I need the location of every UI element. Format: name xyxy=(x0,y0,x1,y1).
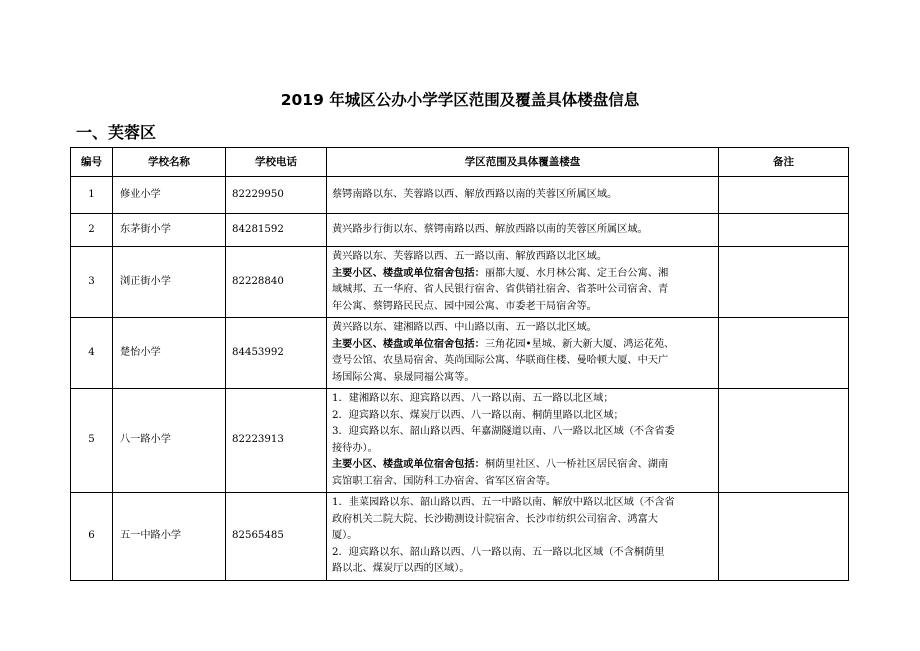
table-row xyxy=(71,493,849,581)
area-line: 2．迎宾路以东、韶山路以西、八一路以南、五一路以北区域（不含桐荫里 xyxy=(332,546,665,558)
row-num: 5 xyxy=(71,389,113,493)
document-title: 2019 年城区公办小学学区范围及覆盖具体楼盘信息 xyxy=(280,91,640,109)
area-line: 主要小区、楼盘或单位宿舍包括：桐荫里社区、八一桥社区居民宿舍、湖南 xyxy=(332,459,669,470)
table-header-row xyxy=(71,148,849,177)
district-area xyxy=(327,493,719,581)
area-line: 主要小区、楼盘或单位宿舍包括：丽都大厦、水月林公寓、定王台公寓、湘 xyxy=(332,267,669,279)
area-line: 2．迎宾路以东、煤炭厅以西、八一路以南、桐荫里路以北区域； xyxy=(332,409,624,421)
row-num: 2 xyxy=(71,214,113,247)
bold-label: 主要小区、楼盘或单位宿舍包括： xyxy=(332,338,485,350)
row-num: 1 xyxy=(71,177,113,214)
row-num: 6 xyxy=(71,493,113,581)
bold-label: 主要小区、楼盘或单位宿舍包括： xyxy=(332,267,485,279)
school-phone: 82565485 xyxy=(226,493,327,581)
school-phone: 82228840 xyxy=(226,247,327,318)
area-line: 黄兴路以东、芙蓉路以西、五一路以南、解放西路以北区域。 xyxy=(332,251,608,262)
header-phone: 学校电话 xyxy=(226,148,327,177)
district-area xyxy=(327,247,719,318)
table-row xyxy=(71,389,849,493)
area-line: 场国际公寓、泉晟同福公寓等。 xyxy=(332,371,475,383)
row-num: 4 xyxy=(71,318,113,389)
row-note xyxy=(719,318,849,389)
school-name: 楚怡小学 xyxy=(113,318,226,389)
bold-label: 主要小区、楼盘或单位宿舍包括： xyxy=(332,459,485,470)
header-note: 备注 xyxy=(719,148,849,177)
school-name: 修业小学 xyxy=(113,177,226,214)
area-line: 路以北、煤炭厅以西的区域）。 xyxy=(332,563,470,574)
table-row xyxy=(71,318,849,389)
area-line: 宾馆职工宿舍、国防科工办宿舍、省军区宿舍等。 xyxy=(332,475,557,487)
school-phone: 84453992 xyxy=(226,318,327,389)
area-line: 黄兴路以东、建湘路以西、中山路以南、五一路以北区域。 xyxy=(332,322,597,333)
row-note xyxy=(719,389,849,493)
school-name: 东茅街小学 xyxy=(113,214,226,247)
row-num: 3 xyxy=(71,247,113,318)
section-heading: 一、芙蓉区 xyxy=(76,123,157,142)
area-line: 年公寓、蔡锷路民民点、园中园公寓、市委老干局宿舍等。 xyxy=(332,300,597,312)
district-area xyxy=(327,318,719,389)
header-area: 学区范围及具体覆盖楼盘 xyxy=(327,148,719,177)
school-phone: 82229950 xyxy=(226,177,327,214)
school-phone: 82223913 xyxy=(226,389,327,493)
school-name: 浏正街小学 xyxy=(113,247,226,318)
area-line: 域城邦、五一华府、省人民银行宿舍、省供销社宿舍、省茶叶公司宿舍、青 xyxy=(332,284,669,295)
header-school-name: 学校名称 xyxy=(113,148,226,177)
area-line: 1．韭菜园路以东、韶山路以西、五一中路以南、解放中路以北区域（不含省 xyxy=(332,497,675,508)
school-district-table xyxy=(70,147,849,581)
area-line: 壹号公馆、农垦局宿舍、英尚国际公寓、华联商住楼、曼哈顿大厦、中天广 xyxy=(332,355,669,366)
header-num: 编号 xyxy=(71,148,113,177)
school-name: 八一路小学 xyxy=(113,389,226,493)
row-note xyxy=(719,493,849,581)
area-line: 政府机关二院大院、长沙勘测设计院宿舍、长沙市纺织公司宿舍、鸿富大 xyxy=(332,513,658,525)
area-line: 厦）。 xyxy=(332,530,358,541)
area-line: 蔡锷南路以东、芙蓉路以西、解放西路以南的芙蓉区所属区域。 xyxy=(332,188,618,200)
row-note xyxy=(719,177,849,214)
district-area xyxy=(327,214,719,247)
row-note xyxy=(719,247,849,318)
table-row xyxy=(71,247,849,318)
area-line: 黄兴路步行街以东、蔡锷南路以西、解放西路以南的芙蓉区所属区域。 xyxy=(332,223,648,235)
area-line: 接待办）。 xyxy=(332,442,378,454)
school-phone: 84281592 xyxy=(226,214,327,247)
area-line: 主要小区、楼盘或单位宿舍包括：三角花园•星城、新大新大厦、鸿运花苑、 xyxy=(332,338,675,350)
table-row xyxy=(71,177,849,214)
table-row xyxy=(71,214,849,247)
area-line: 3．迎宾路以东、韶山路以西、年嘉湖隧道以南、八一路以北区域（不含省委 xyxy=(332,426,675,437)
school-name: 五一中路小学 xyxy=(113,493,226,581)
area-line: 1．建湘路以东、迎宾路以西、八一路以南、五一路以北区域； xyxy=(332,393,614,404)
row-note xyxy=(719,214,849,247)
district-area xyxy=(327,177,719,214)
district-area xyxy=(327,389,719,493)
